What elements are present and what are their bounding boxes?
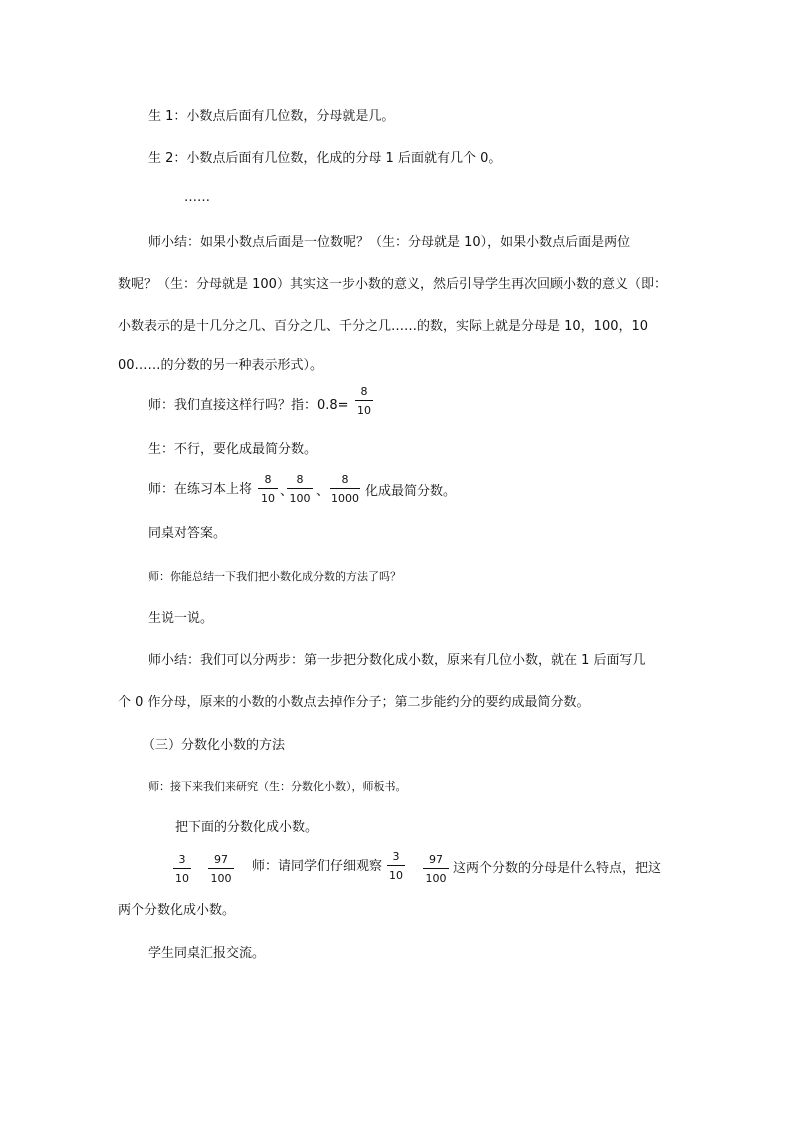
fraction (287, 473, 313, 505)
text-line: 小数表示的是十几分之几、百分之几、千分之几……的数，实际上就是分母是 10，100，10 (118, 319, 649, 334)
text-line: 师：你能总结一下我们把小数化成分数的方法了吗？ (148, 570, 401, 583)
fraction-denominator: 10 (261, 492, 275, 505)
text-line: 师小结：如果小数点后面是一位数呢？（生：分母就是 10），如果小数点后面是两位 (148, 235, 631, 250)
fraction-denominator: 10 (175, 872, 189, 885)
text-line: 师：我们直接这样行吗？指：0.8= (148, 398, 349, 413)
fraction-denominator: 1000 (331, 492, 359, 505)
text-line: 这两个分数的分母是什么特点，把这 (453, 861, 662, 876)
fraction-numerator: 97 (208, 853, 234, 869)
fraction-denominator: 100 (210, 872, 232, 885)
fraction-denominator: 100 (425, 872, 447, 885)
fraction (355, 385, 373, 417)
fraction (208, 853, 234, 885)
fraction (173, 853, 191, 885)
text-line: 师小结：我们可以分两步：第一步把分数化成小数，原来有几位小数，就在 1 后面写几 (148, 653, 646, 668)
separator: 、 (280, 484, 294, 499)
text-line: 个 0 作分母，原来的小数的小数点去掉作分子；第二步能约分的要约成最简分数。 (118, 695, 590, 710)
fraction-numerator: 97 (423, 853, 449, 869)
text-line: 生说一说。 (148, 611, 214, 626)
fraction (330, 473, 360, 505)
fraction (258, 473, 278, 505)
text-line: 化成最简分数。 (365, 484, 457, 499)
text-line: 把下面的分数化成小数。 (175, 820, 319, 835)
fraction-numerator: 8 (355, 385, 373, 401)
text-line: 学生同桌汇报交流。 (148, 946, 266, 961)
fraction-numerator: 8 (287, 473, 313, 489)
text-line: 师：在练习本上将 (148, 482, 253, 497)
fraction-denominator: 10 (357, 404, 371, 417)
fraction-numerator: 3 (173, 853, 191, 869)
fraction-denominator: 10 (389, 869, 403, 882)
fraction-numerator: 8 (330, 473, 360, 489)
text-line: 生：不行，要化成最简分数。 (148, 442, 318, 457)
text-line: 师：请同学们仔细观察 (252, 859, 383, 874)
fraction-numerator: 3 (387, 850, 405, 866)
fraction-denominator: 100 (289, 492, 311, 505)
separator: 、 (316, 484, 330, 499)
fraction (387, 850, 405, 882)
text-line: 生 1：小数点后面有几位数，分母就是几。 (148, 109, 395, 124)
text-line: 同桌对答案。 (148, 526, 227, 541)
text-line: 数呢？（生：分母就是 100）其实这一步小数的意义，然后引导学生再次回顾小数的意义（即： (118, 277, 667, 292)
ellipsis: …… (184, 190, 210, 205)
text-line: 师：接下来我们来研究（生：分数化小数），师板书。 (148, 780, 407, 793)
text-line: 两个分数化成小数。 (118, 903, 236, 918)
text-line: 00……的分数的另一种表示形式）。 (118, 358, 324, 373)
fraction (423, 853, 449, 885)
text-line: 生 2：小数点后面有几位数，化成的分母 1 后面就有几个 0。 (148, 151, 502, 166)
fraction-numerator: 8 (258, 473, 278, 489)
section-heading: （三）分数化小数的方法 (142, 738, 286, 753)
